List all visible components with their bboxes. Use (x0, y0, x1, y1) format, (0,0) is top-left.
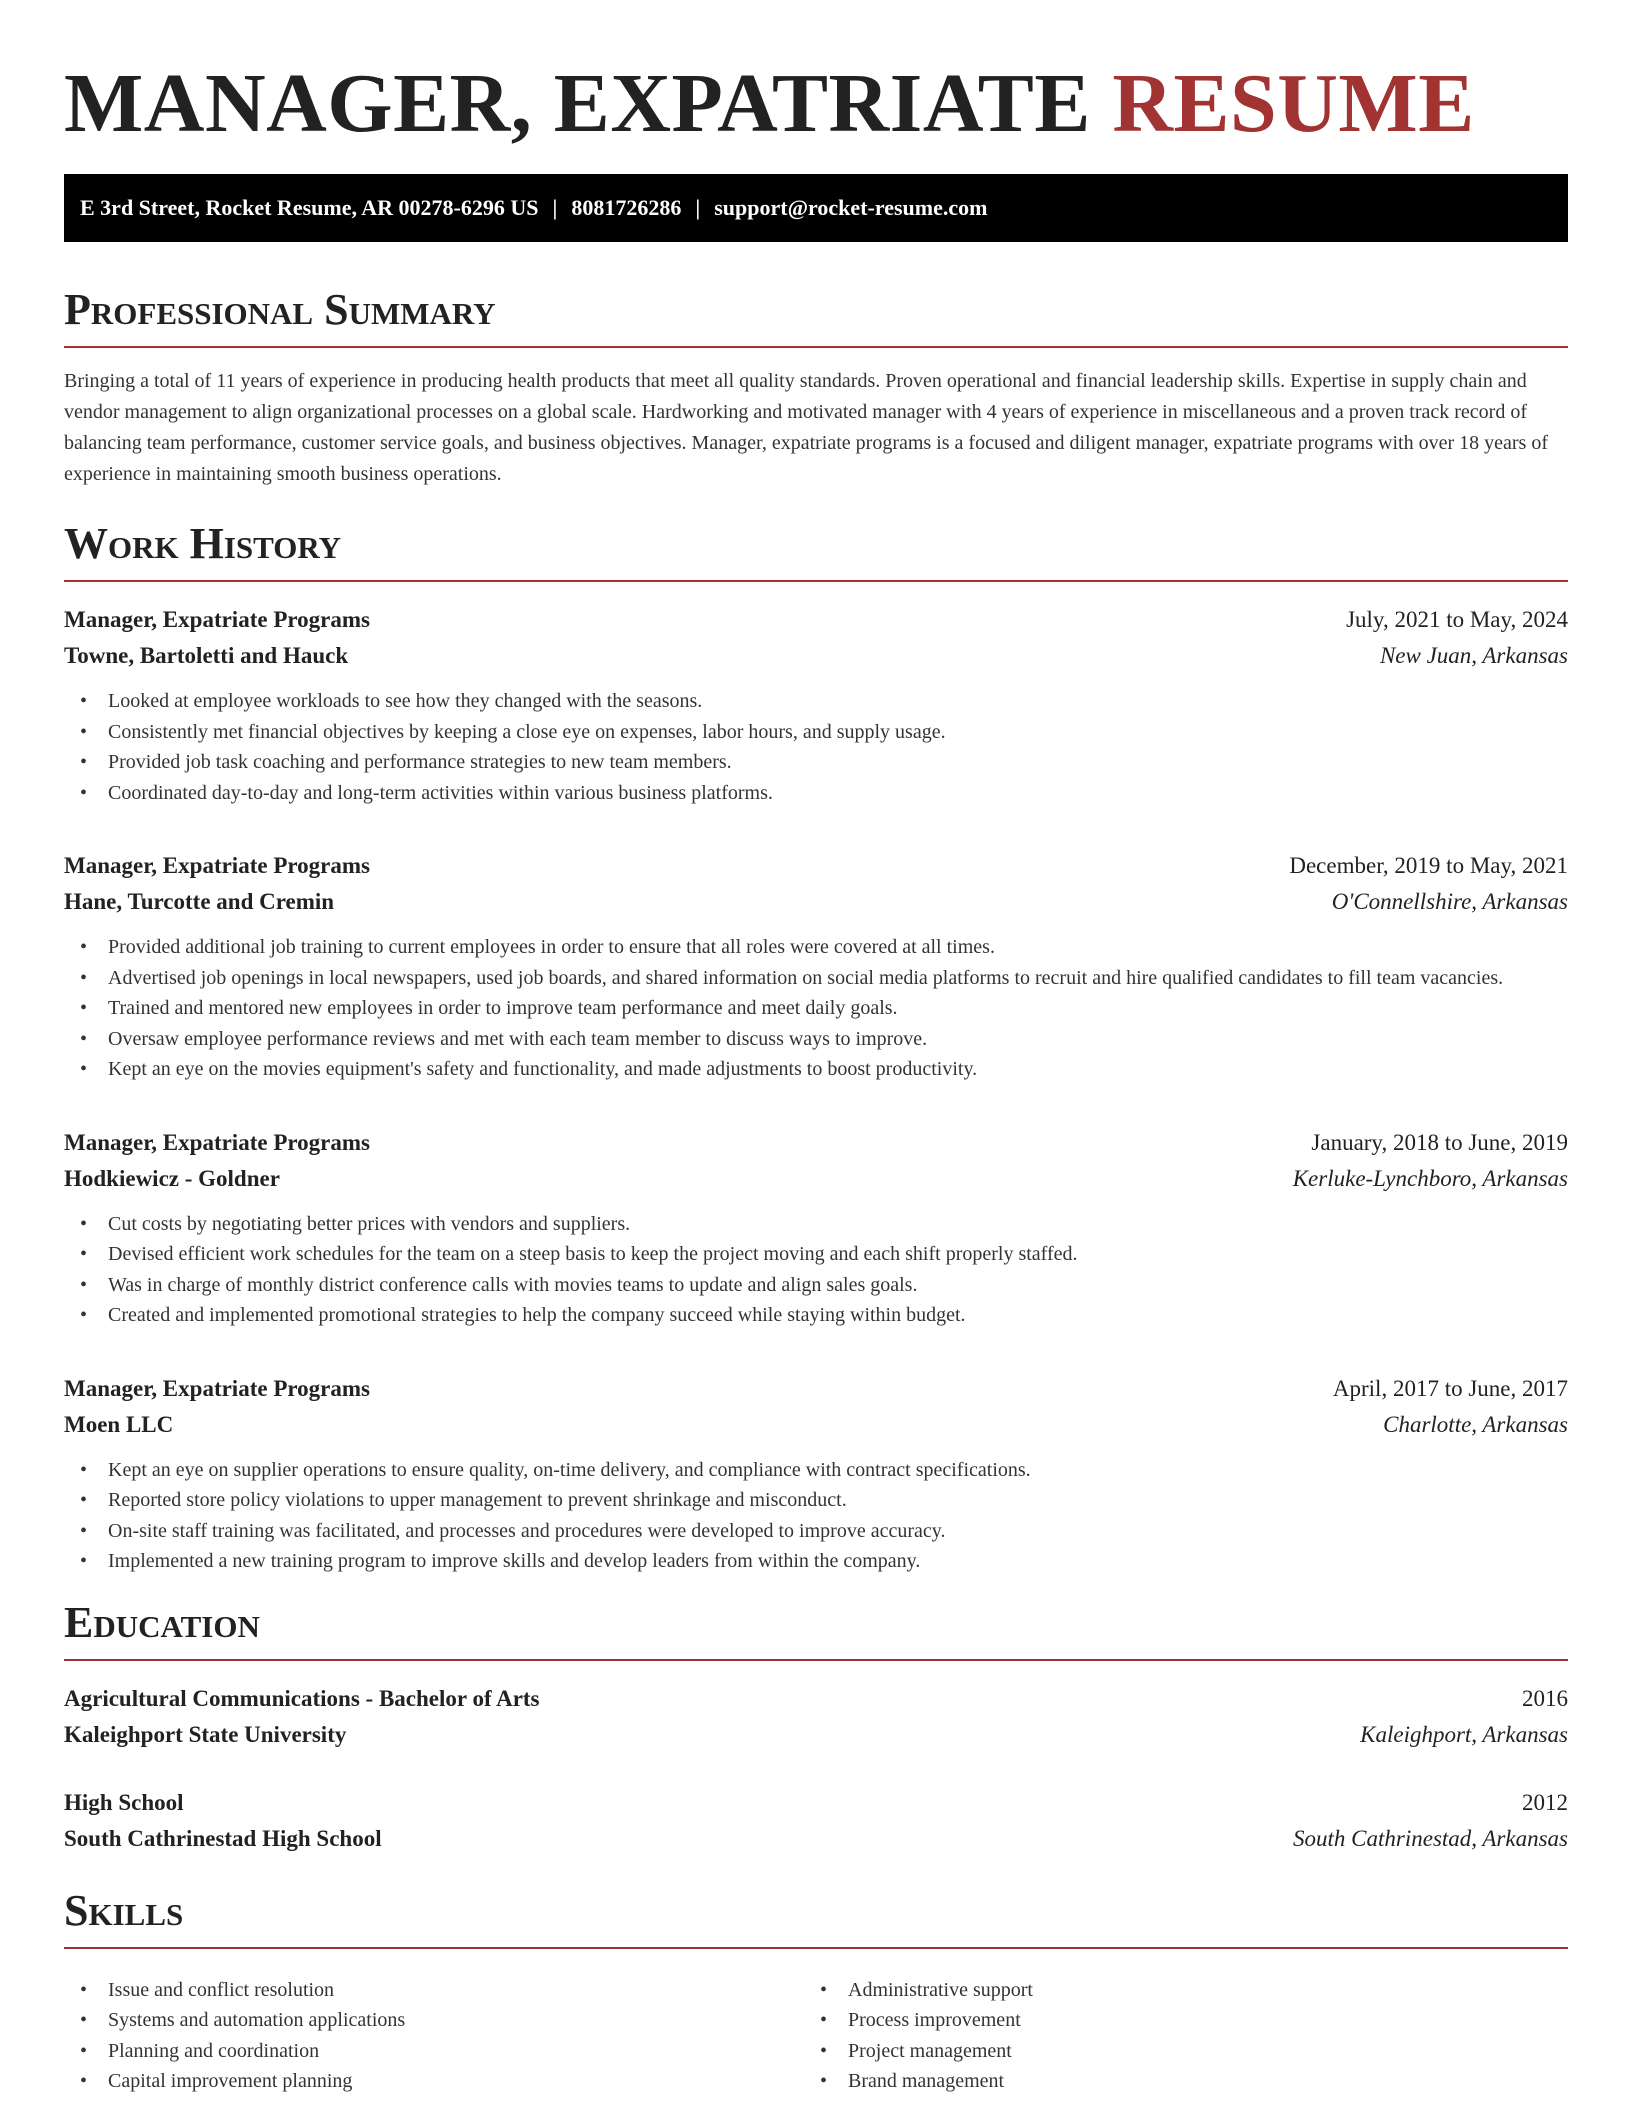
resume-page (64, 0, 1568, 2097)
job-location: Charlotte, Arkansas (1383, 1411, 1568, 1437)
list-item: • Created and implemented promotional strategies to help the company succeed while staying within budget. (64, 1300, 1568, 1331)
job-header-row (64, 602, 1568, 638)
list-item: • Provided additional job training to current employees in order to ensure that all roles were covered at all times. (64, 932, 1568, 963)
title-accent: RESUME (1112, 57, 1475, 150)
job-entry (64, 848, 1568, 1085)
job-company: Hane, Turcotte and Cremin (64, 889, 335, 914)
job-header-row (64, 1125, 1568, 1161)
summary-text: Bringing a total of 11 years of experience in producing health products that meet all quality standards. Proven operational and financial leadership skills. Expertise in supply chain and vendor management to align organizational processes on a global scale. Hardworking and motivated manager with 4 years of experience in miscellaneous and a proven track record of balancing team performance, customer service goals, and business objectives. Manager, expatriate programs is a focused and diligent manager, expatriate programs with over 18 years of experience in maintaining smooth business operations. (64, 370, 1548, 485)
job-dates: January, 2018 to June, 2019 (1311, 1129, 1568, 1155)
education-entry (64, 1681, 1568, 1753)
skill-item: • Brand management (804, 2066, 1544, 2097)
skills-list (64, 1963, 1568, 2097)
job-company-row (64, 638, 1568, 674)
skill-item: • Project management (804, 2036, 1544, 2067)
list-item: • Trained and mentored new employees in order to improve team performance and meet daily goals. (64, 993, 1568, 1024)
list-item: • Kept an eye on the movies equipment's safety and functionality, and made adjustments to boost productivity. (64, 1054, 1568, 1085)
job-title: Manager, Expatriate Programs (64, 853, 370, 878)
job-bullets (64, 932, 1568, 1085)
job-title: Manager, Expatriate Programs (64, 607, 370, 632)
list-item: • Provided job task coaching and performance strategies to new team members. (64, 747, 1568, 778)
education-list (64, 1681, 1568, 1857)
education-school: South Cathrinestad High School (64, 1825, 382, 1851)
education-school-row (64, 1717, 1568, 1753)
job-dates: April, 2017 to June, 2017 (1332, 1375, 1568, 1401)
contact-phone: 8081726286 (571, 195, 682, 220)
job-company: Towne, Bartoletti and Hauck (64, 643, 349, 668)
list-item: • Devised efficient work schedules for the team on a steep basis to keep the project moving and each shift properly staffed. (64, 1239, 1568, 1270)
education-year: 2012 (1522, 1789, 1568, 1815)
skill-item: • Process improvement (804, 2005, 1544, 2036)
education-degree: High School (64, 1789, 184, 1815)
education-location: South Cathrinestad, Arkansas (1293, 1825, 1568, 1851)
contact-separator: | (695, 195, 701, 220)
skills-column-left (64, 1975, 804, 2097)
job-dates: December, 2019 to May, 2021 (1289, 853, 1568, 878)
job-bullets (64, 1209, 1568, 1331)
skills-column-right (804, 1975, 1544, 2097)
job-entry (64, 602, 1568, 808)
job-location: O'Connellshire, Arkansas (1331, 889, 1568, 914)
skill-item: • Planning and coordination (64, 2036, 804, 2067)
job-location: Kerluke-Lynchboro, Arkansas (1292, 1165, 1568, 1191)
job-company: Moen LLC (64, 1411, 174, 1437)
education-degree-row (64, 1785, 1568, 1821)
job-entry (64, 1371, 1568, 1577)
section-title-skills: Skills (64, 1885, 1568, 1949)
list-item: • Kept an eye on supplier operations to ensure quality, on-time delivery, and compliance with contract specifications. (64, 1455, 1568, 1486)
list-item: • Consistently met financial objectives by keeping a close eye on expenses, labor hours, and supply usage. (64, 717, 1568, 748)
resume-title (64, 58, 1568, 150)
list-item: • Looked at employee workloads to see how they changed with the seasons. (64, 686, 1568, 717)
job-title: Manager, Expatriate Programs (64, 1375, 370, 1401)
list-item: • Implemented a new training program to improve skills and develop leaders from within the company. (64, 1546, 1568, 1577)
job-header-row (64, 1371, 1568, 1407)
list-item: • Cut costs by negotiating better prices with vendors and suppliers. (64, 1209, 1568, 1240)
title-main: MANAGER, EXPATRIATE (64, 57, 1091, 150)
section-title-education: Education (64, 1597, 1568, 1661)
job-company-row (64, 1161, 1568, 1197)
list-item: • Oversaw employee performance reviews and met with each team member to discuss ways to improve. (64, 1024, 1568, 1055)
skill-item: • Issue and conflict resolution (64, 1975, 804, 2006)
education-degree-row (64, 1681, 1568, 1717)
contact-address: E 3rd Street, Rocket Resume, AR 00278-6296 US (80, 195, 539, 220)
skill-item: • Capital improvement planning (64, 2066, 804, 2097)
work-history-list (64, 602, 1568, 1577)
contact-email[interactable]: support@rocket-resume.com (714, 195, 988, 220)
job-bullets (64, 1455, 1568, 1577)
job-header-row (64, 848, 1568, 884)
job-company-row (64, 1407, 1568, 1443)
job-entry (64, 1125, 1568, 1331)
skill-item: • Systems and automation applications (64, 2005, 804, 2036)
list-item: • Coordinated day-to-day and long-term activities within various business platforms. (64, 778, 1568, 809)
education-entry (64, 1785, 1568, 1857)
education-location: Kaleighport, Arkansas (1360, 1721, 1568, 1747)
job-dates: July, 2021 to May, 2024 (1346, 607, 1568, 632)
contact-bar (64, 174, 1568, 242)
section-title-work-history: Work History (64, 518, 1568, 582)
list-item: • Advertised job openings in local newspapers, used job boards, and shared information on social media platforms to recruit and hire qualified candidates to fill team vacancies. (64, 963, 1568, 994)
list-item: • Reported store policy violations to upper management to prevent shrinkage and misconduct. (64, 1485, 1568, 1516)
job-company-row (64, 884, 1568, 920)
section-title-summary: Professional Summary (64, 284, 1568, 348)
education-degree: Agricultural Communications - Bachelor of Arts (64, 1685, 540, 1711)
contact-separator: | (552, 195, 558, 220)
list-item: • On-site staff training was facilitated, and processes and procedures were developed to improve accuracy. (64, 1516, 1568, 1547)
education-school: Kaleighport State University (64, 1721, 347, 1747)
skill-item: • Administrative support (804, 1975, 1544, 2006)
job-location: New Juan, Arkansas (1379, 643, 1568, 668)
list-item: • Was in charge of monthly district conference calls with movies teams to update and align sales goals. (64, 1270, 1568, 1301)
education-school-row (64, 1821, 1568, 1857)
job-title: Manager, Expatriate Programs (64, 1129, 370, 1155)
job-bullets (64, 686, 1568, 808)
education-year: 2016 (1522, 1685, 1568, 1711)
job-company: Hodkiewicz - Goldner (64, 1165, 280, 1191)
